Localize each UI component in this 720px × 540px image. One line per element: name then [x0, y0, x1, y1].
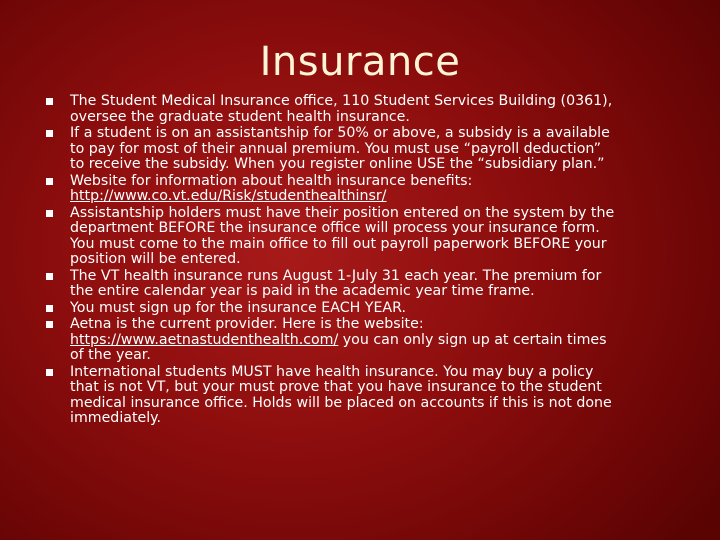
bullet-text: of the year. [70, 347, 151, 363]
bullet-line [70, 174, 690, 190]
bullet-item [0, 269, 720, 300]
bullet-line [70, 365, 690, 381]
bullet-line [70, 411, 690, 427]
bullet-text: department BEFORE the insurance office will process your insurance form. [70, 220, 600, 236]
bullet-line [70, 221, 690, 237]
slide-title: Insurance [259, 39, 461, 85]
bullet-line [70, 301, 690, 317]
bullet-line [70, 284, 690, 300]
bullet-item [0, 317, 720, 364]
bullet-text: If a student is on an assistantship for 50% or above, a subsidy is a available [70, 125, 610, 141]
bullet-line [70, 317, 690, 333]
bullet-item [0, 206, 720, 268]
bullet-text: you can only sign up at certain times [338, 331, 607, 348]
bullet-text: position will be entered. [70, 251, 241, 267]
bullet-text: The VT health insurance runs August 1-July 31 each year. The premium for [70, 267, 602, 284]
bullet-item [0, 174, 720, 205]
bullet-line [70, 110, 690, 126]
bullet-line [70, 269, 690, 285]
bullet-line [70, 252, 690, 268]
square-bullet-icon [46, 273, 53, 280]
bullet-text: to receive the subsidy. When you register online USE the “subsidiary plan.” [70, 156, 605, 172]
bullet-text: to pay for most of their annual premium. You must use “payroll deduction” [70, 140, 601, 157]
square-bullet-icon [46, 305, 53, 312]
bullet-text: immediately. [70, 410, 162, 426]
bullet-line [70, 126, 690, 142]
bullet-text: Assistantship holders must have their position entered on the system by the [70, 204, 615, 221]
bullet-line [70, 396, 690, 412]
bullet-item [0, 126, 720, 173]
square-bullet-icon [46, 130, 53, 137]
bullet-line [70, 157, 690, 173]
square-bullet-icon [46, 178, 53, 185]
bullet-list [0, 94, 720, 428]
bullet-line [70, 237, 690, 253]
bullet-line [70, 206, 690, 222]
bullet-text: You must come to the main office to fill out payroll paperwork BEFORE your [70, 235, 607, 252]
website-link[interactable]: http://www.co.vt.edu/Risk/studenthealthinsr/ [70, 188, 387, 204]
bullet-text: medical insurance office. Holds will be placed on accounts if this is not done [70, 394, 612, 411]
bullet-text: Aetna is the current provider. Here is the website: [70, 316, 424, 332]
bullet-line [70, 348, 690, 364]
bullet-line [70, 94, 690, 110]
website-link[interactable]: https://www.aetnastudenthealth.com/ [70, 331, 339, 348]
bullet-item [0, 301, 720, 317]
bullet-item [0, 365, 720, 427]
bullet-text: Website for information about health insurance benefits: [70, 172, 473, 189]
bullet-text: International students MUST have health insurance. You may buy a policy [70, 363, 594, 380]
bullet-text: the entire calendar year is paid in the academic year time frame. [70, 283, 535, 299]
bullet-line [70, 333, 690, 349]
bullet-text: that is not VT, but your must prove that you have insurance to the student [70, 379, 602, 395]
square-bullet-icon [46, 369, 53, 376]
bullet-line [70, 142, 690, 158]
bullet-text: oversee the graduate student health insurance. [70, 108, 410, 125]
bullet-line [70, 189, 690, 205]
bullet-line [70, 380, 690, 396]
bullet-text: The Student Medical Insurance office, 110 Student Services Building (0361), [70, 93, 613, 109]
bullet-text: You must sign up for the insurance EACH YEAR. [70, 299, 406, 316]
square-bullet-icon [46, 210, 53, 217]
bullet-item [0, 94, 720, 125]
square-bullet-icon [46, 321, 53, 328]
square-bullet-icon [46, 98, 53, 105]
